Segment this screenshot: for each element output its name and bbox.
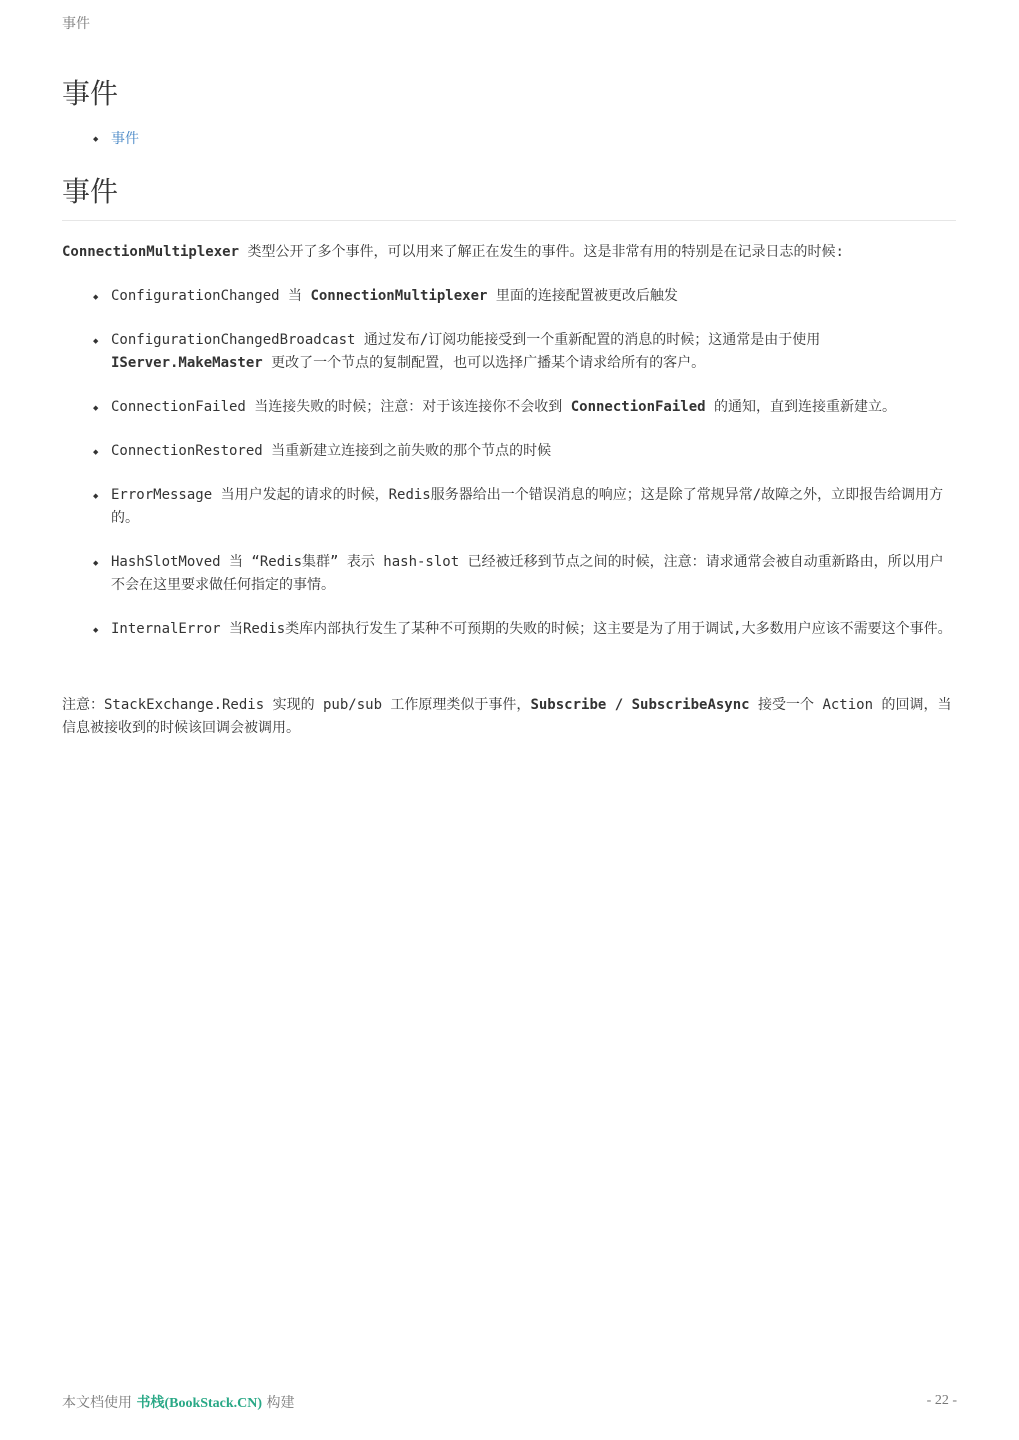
intro-paragraph bbox=[62, 241, 962, 263]
inline-code: ConnectionFailed bbox=[570, 399, 706, 415]
table-of-contents bbox=[62, 129, 139, 149]
inline-code: Subscribe / SubscribeAsync bbox=[530, 697, 750, 713]
bookstack-link[interactable]: 书栈(BookStack.CN) bbox=[136, 1396, 263, 1411]
running-header: 事件 bbox=[62, 16, 90, 32]
page-title: 事件 bbox=[62, 77, 119, 110]
intro-text: 类型公开了多个事件，可以用来了解正在发生的事件。这是非常有用的特别是在记录日志的时候: bbox=[239, 244, 844, 260]
list-item: ◆ ErrorMessage 当用户发起的请求的时候，Redis服务器给出一个错误消息的响应；这是除了常规异常/故障之外，立即报告给调用方的。 bbox=[62, 484, 956, 530]
inline-code: IServer.MakeMaster bbox=[111, 355, 263, 371]
page-number: - 22 - bbox=[926, 1393, 957, 1408]
list-item: ◆ ConfigurationChangedBroadcast 通过发布/订阅功能接受到一个重新配置的消息的时候；这通常是由于使用 IServer.MakeMaster 更改了一个节点的复制配置，也可以选择广播某个请求给所有的客户。 bbox=[62, 329, 956, 375]
event-name: ConnectionFailed bbox=[111, 399, 246, 415]
event-name: InternalError bbox=[111, 621, 221, 637]
section-heading: 事件 bbox=[62, 172, 956, 221]
toc-item bbox=[62, 129, 139, 149]
event-name: ErrorMessage bbox=[111, 487, 213, 503]
event-name: ConfigurationChangedBroadcast bbox=[111, 332, 356, 348]
event-name: ConfigurationChanged bbox=[111, 288, 280, 304]
list-item: ◆ HashSlotMoved 当 “Redis集群” 表示 hash-slot 已经被迁移到节点之间的时候，注意：请求通常会被自动重新路由，所以用户不会在这里要求做任何指定的事情。 bbox=[62, 551, 956, 597]
event-name: ConnectionRestored bbox=[111, 443, 263, 459]
toc-link-events[interactable]: 事件 bbox=[111, 131, 139, 147]
event-name: HashSlotMoved bbox=[111, 554, 221, 570]
inline-code: ConnectionMultiplexer bbox=[310, 288, 488, 304]
list-item: ◆ ConnectionFailed 当连接失败的时候；注意：对于该连接你不会收到 ConnectionFailed 的通知，直到连接重新建立。 bbox=[62, 396, 956, 419]
list-item: ◆ ConfigurationChanged 当 ConnectionMultiplexer 里面的连接配置被更改后触发 bbox=[62, 285, 956, 308]
events-list bbox=[62, 285, 956, 662]
list-item: ◆ InternalError 当Redis类库内部执行发生了某种不可预期的失败的时候；这主要是为了用于调试,大多数用户应该不需要这个事件。 bbox=[62, 618, 956, 641]
note-paragraph: 注意：StackExchange.Redis 实现的 pub/sub 工作原理类似于事件，Subscribe / SubscribeAsync 接受一个 Action 的回调，当信息被接收到的时候该回调会被调用。 bbox=[62, 697, 952, 736]
intro-code: ConnectionMultiplexer bbox=[62, 244, 240, 260]
footer-credit: 本文档使用 书栈(BookStack.CN) 构建 bbox=[62, 1395, 295, 1411]
list-item: ◆ ConnectionRestored 当重新建立连接到之前失败的那个节点的时候 bbox=[62, 440, 956, 463]
